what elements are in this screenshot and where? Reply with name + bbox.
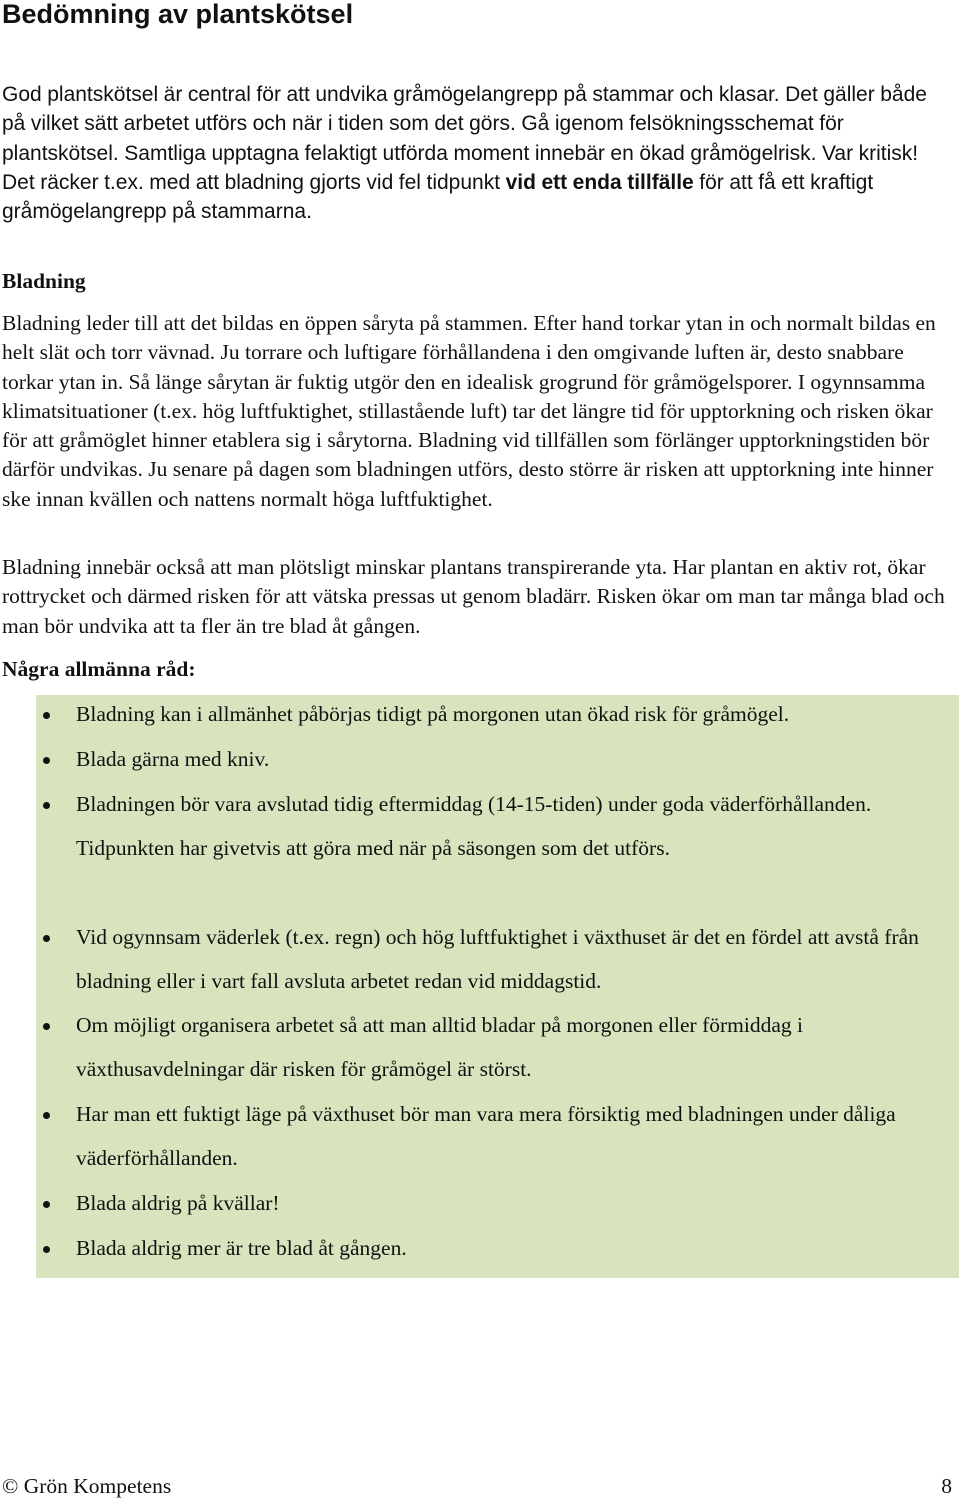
bullet-icon <box>43 802 50 809</box>
advice-item-text: Bladning kan i allmänhet påbörjas tidigt på morgonen utan ökad risk för gråmögel. <box>76 702 790 726</box>
bullet-icon <box>43 757 50 764</box>
bullet-icon <box>43 1023 50 1030</box>
intro-paragraph <box>2 80 952 226</box>
intro-emphasis: vid ett enda tillfälle <box>505 170 694 194</box>
intro-text: God plantskötsel är central för att undvika gråmögelangrepp på stammar och klasar. Det gäller både på vilket sätt arbetet utförs och när i tiden som det görs. Gå igenom felsökningsschemat för plantskötsel. Samtliga upptagna felaktigt utförda moment innebär en ökad gråmögelrisk. Var kritisk! Det räcker t.ex. med att bladning gjorts vid fel tidpunkt <box>2 83 927 194</box>
advice-item-text: Blada aldrig mer är tre blad åt gången. <box>76 1236 407 1260</box>
advice-heading: Några allmänna råd: <box>2 657 196 681</box>
footer-copyright: © Grön Kompetens <box>2 1474 172 1498</box>
advice-item-text: Blada aldrig på kvällar! <box>76 1191 280 1215</box>
advice-item-text: Vid ogynnsam väderlek (t.ex. regn) och hög luftfuktighet i växthuset är det en fördel att avstå från bladning eller i vart fall avsluta arbetet redan vid middagstid. <box>76 925 919 994</box>
section-heading: Bladning <box>2 269 86 293</box>
section-paragraph-2: Bladning innebär också att man plötsligt minskar plantans transpirerande yta. Har plantan en aktiv rot, ökar rottrycket och därmed risken för att vätska pressas ut genom bladärr. Risken ökar om man tar många blad och man bör undvika att ta fler än tre blad åt gången. <box>2 555 945 638</box>
advice-item-text: Har man ett fuktigt läge på växthuset bör man vara mera försiktig med bladningen under dåliga väderförhållanden. <box>76 1102 896 1171</box>
bullet-icon <box>43 1201 50 1208</box>
advice-box <box>36 695 959 1278</box>
advice-item-text: Bladningen bör vara avslutad tidig eftermiddag (14-15-tiden) under goda väderförhållanden. Tidpunkten har givetvis att göra med när på säsongen som det utförs. <box>76 792 872 861</box>
bullet-icon <box>43 1112 50 1119</box>
section-paragraph-1: Bladning leder till att det bildas en öppen såryta på stammen. Efter hand torkar ytan in och normalt bildas en helt slät och torr vävnad. Ju torrare och luftigare förhållandena i den omgivande luften är, desto snabbare torkar ytan in. Så länge sårytan är fuktig utgör den en idealisk grogrund för gråmögelsporer. I ogynnsamma klimatsituationer (t.ex. hög luftfuktighet, stillastående luft) tar det längre tid för upptorkning och risken ökar för att gråmöglet hinner etablera sig i sårytorna. Bladning vid tillfällen som förlänger upptorkningstiden bör därför undvikas. Ju senare på dagen som bladningen utförs, desto större är risken att upptorkning inte hinner ske innan kvällen och nattens normalt höga luftfuktighet. <box>2 311 936 511</box>
page-number: 8 <box>941 1474 952 1498</box>
bullet-icon <box>43 935 50 942</box>
advice-item-text: Om möjligt organisera arbetet så att man alltid bladar på morgonen eller förmiddag i växthusavdelningar där risken för gråmögel är störst. <box>76 1013 804 1082</box>
intro-text-end: för att få ett kraftigt gråmögelangrepp på stammarna. <box>2 170 874 224</box>
bullet-icon <box>43 712 50 719</box>
bullet-icon <box>43 1246 50 1253</box>
page-title: Bedömning av plantskötsel <box>2 0 354 29</box>
advice-item-text: Blada gärna med kniv. <box>76 747 270 771</box>
